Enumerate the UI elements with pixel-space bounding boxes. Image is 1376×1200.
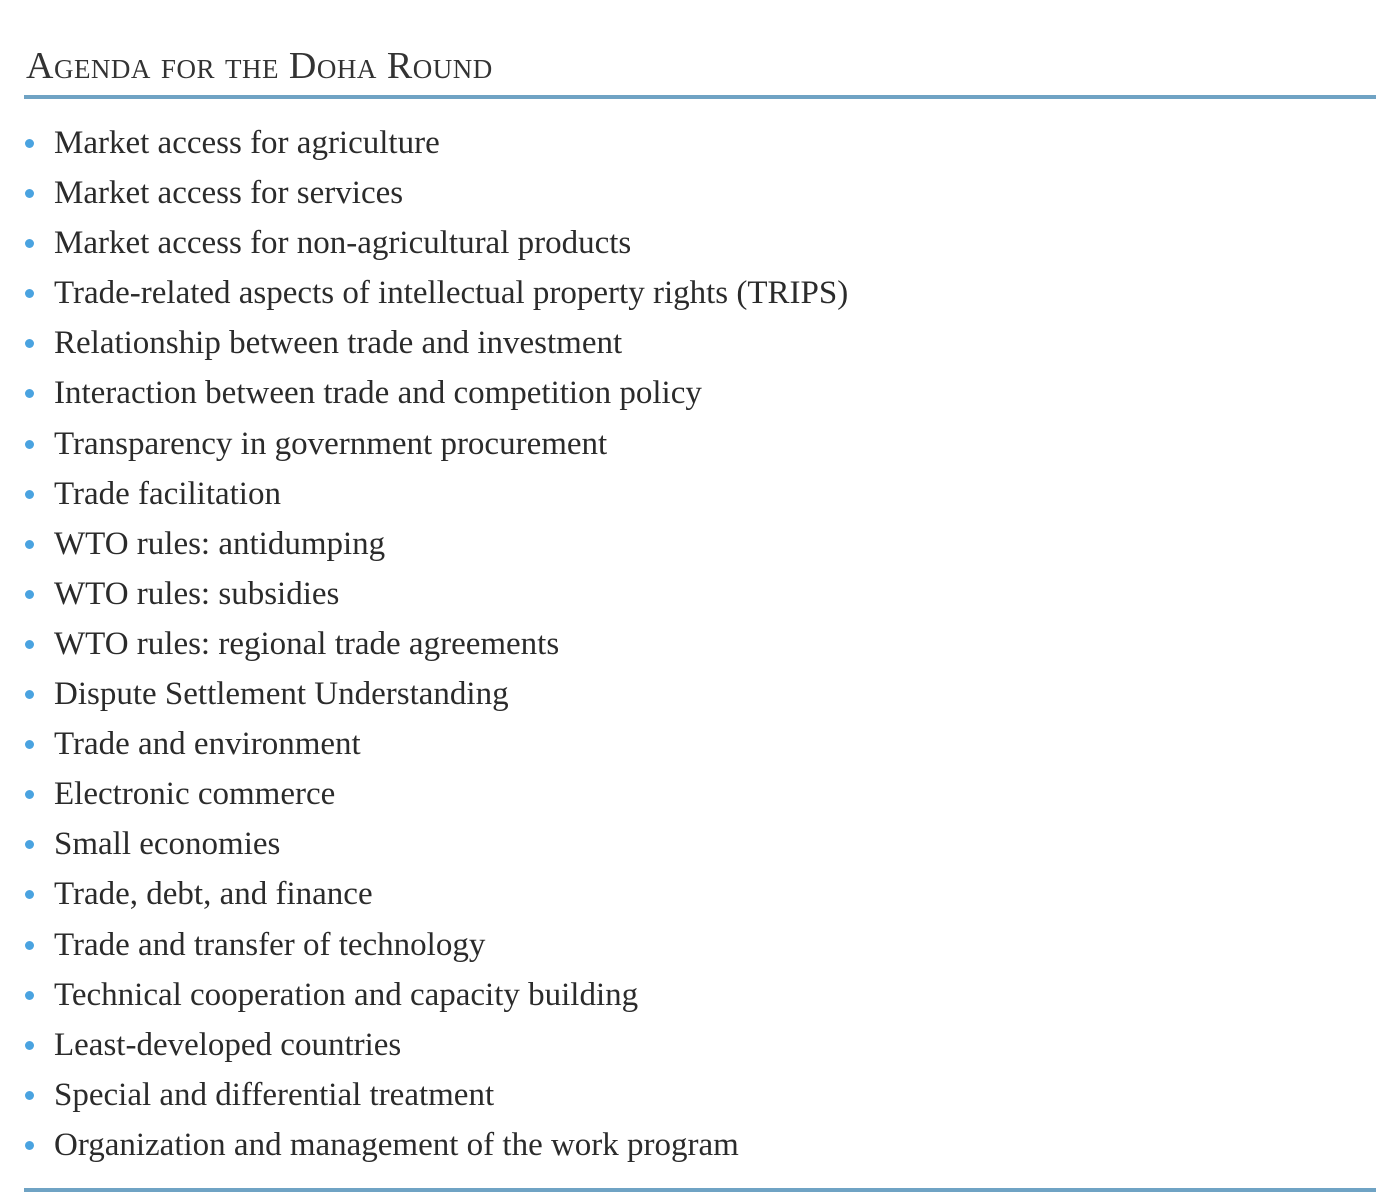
- list-item-text: WTO rules: regional trade agreements: [54, 625, 560, 662]
- list-item: [0, 318, 848, 368]
- list-item: [0, 970, 848, 1020]
- list-item: [0, 419, 848, 469]
- list-item-text: Trade facilitation: [54, 475, 281, 512]
- bullet-icon: [25, 339, 34, 348]
- list-item-text: Technical cooperation and capacity building: [54, 976, 639, 1013]
- page-title: Agenda for the Doha Round: [26, 45, 493, 87]
- bullet-icon: [25, 139, 34, 148]
- list-item-text: Transparency in government procurement: [54, 425, 608, 462]
- bullet-icon: [25, 189, 34, 198]
- bullet-icon: [25, 840, 34, 849]
- bullet-icon: [25, 640, 34, 649]
- list-item-text: Market access for services: [54, 175, 404, 212]
- list-item: [0, 769, 848, 819]
- bullet-icon: [25, 540, 34, 549]
- list-item: [0, 519, 848, 569]
- list-item: [0, 268, 848, 318]
- list-item: [0, 920, 848, 970]
- list-item: [0, 669, 848, 719]
- list-item: [0, 569, 848, 619]
- list-item-text: Trade-related aspects of intellectual property rights (TRIPS): [54, 275, 849, 312]
- list-item: [0, 368, 848, 418]
- bullet-icon: [25, 490, 34, 499]
- list-item: [0, 619, 848, 669]
- bullet-icon: [25, 790, 34, 799]
- agenda-list: [0, 118, 848, 1170]
- list-item: [0, 118, 848, 168]
- list-item-text: Least-developed countries: [54, 1026, 402, 1063]
- list-item: [0, 469, 848, 519]
- bullet-icon: [25, 941, 34, 950]
- bullet-icon: [25, 690, 34, 699]
- bullet-icon: [25, 740, 34, 749]
- bottom-divider: [24, 1188, 1376, 1192]
- list-item: [0, 869, 848, 919]
- list-item-text: Small economies: [54, 826, 281, 863]
- bullet-icon: [25, 1091, 34, 1100]
- bullet-icon: [25, 991, 34, 1000]
- top-divider: [24, 95, 1376, 99]
- list-item-text: WTO rules: antidumping: [54, 525, 386, 562]
- list-item: [0, 719, 848, 769]
- list-item-text: Dispute Settlement Understanding: [54, 676, 509, 713]
- bullet-icon: [25, 1141, 34, 1150]
- list-item: [0, 168, 848, 218]
- list-item-text: Trade and transfer of technology: [54, 926, 486, 963]
- list-item-text: Relationship between trade and investment: [54, 325, 623, 362]
- list-item-text: Special and differential treatment: [54, 1076, 495, 1113]
- bullet-icon: [25, 289, 34, 298]
- list-item-text: Electronic commerce: [54, 776, 336, 813]
- list-item: [0, 218, 848, 268]
- bullet-icon: [25, 440, 34, 449]
- bullet-icon: [25, 239, 34, 248]
- list-item-text: Trade and environment: [54, 726, 361, 763]
- bullet-icon: [25, 389, 34, 398]
- bullet-icon: [25, 1041, 34, 1050]
- list-item-text: Market access for non-agricultural products: [54, 225, 632, 262]
- list-item: [0, 1120, 848, 1170]
- list-item: [0, 819, 848, 869]
- list-item: [0, 1020, 848, 1070]
- list-item: [0, 1070, 848, 1120]
- bullet-icon: [25, 590, 34, 599]
- list-item-text: Organization and management of the work program: [54, 1126, 739, 1163]
- list-item-text: WTO rules: subsidies: [54, 575, 340, 612]
- bullet-icon: [25, 890, 34, 899]
- list-item-text: Trade, debt, and finance: [54, 876, 373, 913]
- list-item-text: Market access for agriculture: [54, 125, 440, 161]
- list-item-text: Interaction between trade and competition policy: [54, 375, 702, 412]
